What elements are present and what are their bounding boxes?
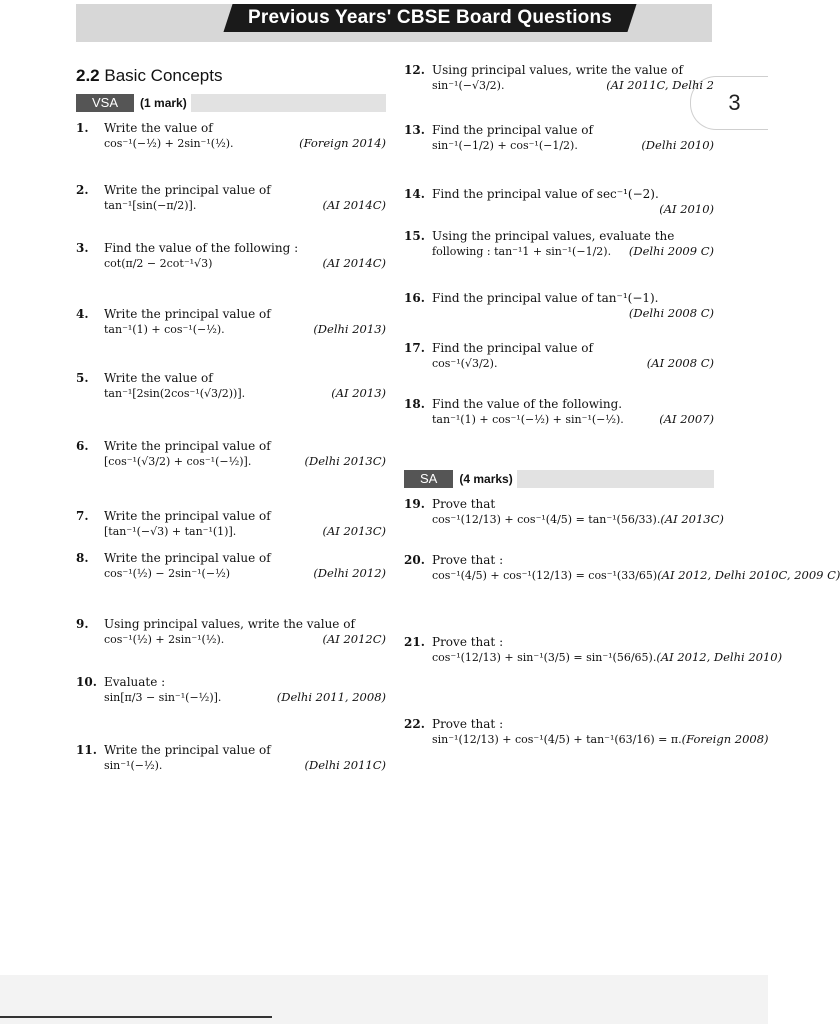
question-text: Find the principal value of sec⁻¹(−2).: [432, 187, 659, 201]
question-number: 9.: [76, 617, 89, 631]
question-text: Write the value of: [104, 371, 213, 385]
vsa-badge: VSA: [76, 94, 134, 112]
right-column: [404, 58, 840, 788]
question-expression-line: [432, 202, 714, 218]
question-expression-line: [432, 306, 714, 322]
question-expression: [tan⁻¹(−√3) + tan⁻¹(1)].: [104, 524, 237, 538]
question-source: (AI 2014C): [322, 256, 386, 271]
question-body: [432, 634, 783, 666]
question-body: [432, 396, 714, 428]
question-source: (AI 2013C): [322, 524, 386, 539]
question-number: 16.: [404, 291, 425, 305]
sa-banner: [404, 470, 714, 488]
question-source: (Delhi 2012): [313, 566, 386, 581]
question-item: [76, 508, 386, 550]
question-text: Write the principal value of: [104, 307, 271, 321]
question-item: [76, 616, 386, 674]
question-expression: tan⁻¹(1) + cos⁻¹(−½).: [104, 322, 225, 336]
question-expression-line: [432, 512, 724, 528]
question-list-left: [76, 120, 386, 802]
question-number: 15.: [404, 229, 425, 243]
question-number: 5.: [76, 371, 89, 385]
question-expression: cos⁻¹(√3/2).: [432, 356, 498, 370]
question-item: [404, 552, 840, 634]
question-body: [432, 228, 714, 260]
left-column: [76, 58, 386, 802]
question-list-right: [404, 62, 714, 460]
header-band: [76, 4, 712, 42]
question-body: [432, 290, 714, 322]
question-expression: sin⁻¹(12/13) + cos⁻¹(4/5) + tan⁻¹(63/16) = π.: [432, 732, 682, 746]
question-body: [104, 438, 386, 470]
question-text: Prove that: [432, 497, 496, 511]
question-expression-line: [432, 356, 714, 372]
section-number: 2.2: [76, 66, 100, 85]
bottom-rule: [0, 1016, 272, 1018]
question-item: [76, 550, 386, 616]
question-expression: cos⁻¹(4/5) + cos⁻¹(12/13) = cos⁻¹(33/65): [432, 568, 658, 582]
question-number: 11.: [76, 743, 97, 757]
question-body: [104, 674, 386, 706]
question-item: [404, 186, 714, 228]
section-title: [76, 66, 386, 86]
question-text: Write the principal value of: [104, 439, 271, 453]
question-expression: tan⁻¹[2sin(2cos⁻¹(√3/2))].: [104, 386, 246, 400]
question-item: [404, 496, 724, 552]
question-source: (AI 2014C): [322, 198, 386, 213]
question-expression: cos⁻¹(½) − 2sin⁻¹(−½): [104, 566, 231, 580]
question-text: Write the principal value of: [104, 183, 271, 197]
question-expression-line: [104, 566, 386, 582]
question-expression-line: [104, 454, 386, 470]
question-expression: following : tan⁻¹1 + sin⁻¹(−1/2).: [432, 244, 612, 258]
question-text: Find the principal value of tan⁻¹(−1).: [432, 291, 659, 305]
question-text: Using principal values, write the value of: [432, 63, 683, 77]
question-item: [404, 290, 714, 340]
question-body: [432, 552, 840, 584]
question-expression: cos⁻¹(½) + 2sin⁻¹(½).: [104, 632, 225, 646]
question-item: [404, 716, 769, 788]
question-number: 14.: [404, 187, 425, 201]
question-body: [104, 550, 386, 582]
question-expression-line: [432, 244, 714, 260]
question-text: Write the principal value of: [104, 509, 271, 523]
question-body: [432, 186, 714, 218]
question-expression-line: [432, 78, 714, 94]
question-item: [404, 228, 714, 290]
question-expression: cos⁻¹(−½) + 2sin⁻¹(½).: [104, 136, 234, 150]
question-expression: cot(π/2 − 2cot⁻¹√3): [104, 256, 213, 270]
question-source: (Delhi 2010): [641, 138, 714, 153]
question-expression-line: [432, 138, 714, 154]
question-source: (AI 2007): [659, 412, 714, 427]
question-number: 2.: [76, 183, 89, 197]
question-text: Prove that :: [432, 635, 504, 649]
question-number: 21.: [404, 635, 425, 649]
question-expression-line: [432, 412, 714, 428]
vsa-marks: (1 mark): [140, 96, 187, 110]
question-expression: sin⁻¹(−½).: [104, 758, 163, 772]
question-expression: cos⁻¹(12/13) + cos⁻¹(4/5) = tan⁻¹(56/33).: [432, 512, 661, 526]
question-expression: cos⁻¹(12/13) + sin⁻¹(3/5) = sin⁻¹(56/65).: [432, 650, 657, 664]
question-number: 13.: [404, 123, 425, 137]
question-text: Find the principal value of: [432, 341, 593, 355]
question-body: [104, 508, 386, 540]
sa-badge: SA: [404, 470, 453, 488]
question-text: Prove that :: [432, 717, 504, 731]
question-expression-line: [104, 632, 386, 648]
question-text: Write the value of: [104, 121, 213, 135]
question-expression-line: [432, 568, 840, 584]
question-source: (AI 2008 C): [646, 356, 714, 371]
question-source: (Foreign 2008): [681, 732, 769, 747]
question-body: [432, 122, 714, 154]
question-item: [76, 742, 386, 802]
question-body: [432, 62, 714, 94]
question-number: 17.: [404, 341, 425, 355]
question-expression: tan⁻¹(1) + cos⁻¹(−½) + sin⁻¹(−½).: [432, 412, 624, 426]
question-source: (Delhi 2009 C): [628, 244, 714, 259]
question-body: [104, 120, 386, 152]
question-body: [432, 716, 769, 748]
question-number: 19.: [404, 497, 425, 511]
question-number: 18.: [404, 397, 425, 411]
question-expression-line: [104, 322, 386, 338]
question-number: 4.: [76, 307, 89, 321]
question-list-sa: [404, 496, 840, 788]
question-number: 10.: [76, 675, 97, 689]
question-text: Using the principal values, evaluate the: [432, 229, 675, 243]
question-expression: tan⁻¹[sin(−π/2)].: [104, 198, 197, 212]
question-body: [104, 182, 386, 214]
question-item: [404, 340, 714, 396]
question-text: Using principal values, write the value of: [104, 617, 355, 631]
question-source: (Delhi 2013): [313, 322, 386, 337]
question-item: [76, 306, 386, 370]
question-item: [76, 240, 386, 306]
question-source: (AI 2010): [659, 202, 714, 217]
question-number: 12.: [404, 63, 425, 77]
question-source: (Delhi 2008 C): [628, 306, 714, 321]
question-item: [404, 62, 714, 122]
question-expression-line: [104, 256, 386, 272]
question-text: Write the principal value of: [104, 551, 271, 565]
question-text: Write the principal value of: [104, 743, 271, 757]
question-body: [104, 306, 386, 338]
question-expression-line: [104, 690, 386, 706]
question-item: [404, 396, 714, 460]
question-expression-line: [104, 524, 386, 540]
question-number: 22.: [404, 717, 425, 731]
question-number: 7.: [76, 509, 89, 523]
question-expression-line: [432, 732, 769, 748]
question-source: (AI 2011C, Delhi 2: [606, 78, 714, 93]
question-expression-line: [104, 198, 386, 214]
question-item: [76, 674, 386, 742]
question-number: 6.: [76, 439, 89, 453]
question-expression-line: [104, 136, 386, 152]
question-expression-line: [104, 386, 386, 402]
question-text: Evaluate :: [104, 675, 166, 689]
page-number: 3: [728, 90, 741, 115]
vsa-bar: [191, 94, 386, 112]
question-body: [104, 742, 386, 774]
question-expression: sin⁻¹(−1/2) + cos⁻¹(−1/2).: [432, 138, 578, 152]
question-item: [76, 182, 386, 240]
vsa-banner: [76, 94, 386, 112]
question-source: (AI 2012, Delhi 2010C, 2009 C): [657, 568, 840, 583]
header-title: Previous Years' CBSE Board Questions: [248, 7, 613, 28]
question-source: (Delhi 2011C): [304, 758, 386, 773]
question-source: (Delhi 2013C): [304, 454, 386, 469]
question-text: Find the value of the following :: [104, 241, 299, 255]
question-text: Prove that :: [432, 553, 504, 567]
question-item: [76, 370, 386, 438]
question-expression-line: [104, 758, 386, 774]
question-item: [404, 122, 714, 186]
question-text: Find the value of the following.: [432, 397, 623, 411]
question-body: [432, 496, 724, 528]
question-item: [76, 438, 386, 508]
question-body: [104, 370, 386, 402]
question-expression-line: [432, 650, 783, 666]
question-source: (AI 2012, Delhi 2010): [656, 650, 783, 665]
question-body: [104, 240, 386, 272]
question-item: [76, 120, 386, 182]
question-number: 3.: [76, 241, 89, 255]
sa-marks: (4 marks): [459, 472, 513, 486]
section-name: Basic Concepts: [104, 66, 223, 85]
question-source: (Delhi 2011, 2008): [276, 690, 386, 705]
question-source: (AI 2013C): [660, 512, 724, 527]
question-body: [432, 340, 714, 372]
header-title-box: [223, 4, 636, 32]
question-expression: [cos⁻¹(√3/2) + cos⁻¹(−½)].: [104, 454, 252, 468]
question-source: (AI 2013): [331, 386, 386, 401]
question-expression: sin[π/3 − sin⁻¹(−½)].: [104, 690, 222, 704]
question-expression: sin⁻¹(−√3/2).: [432, 78, 505, 92]
question-body: [104, 616, 386, 648]
question-text: Find the principal value of: [432, 123, 593, 137]
question-number: 8.: [76, 551, 89, 565]
question-source: (AI 2012C): [322, 632, 386, 647]
question-number: 1.: [76, 121, 89, 135]
question-number: 20.: [404, 553, 425, 567]
question-item: [404, 634, 783, 716]
question-source: (Foreign 2014): [299, 136, 386, 151]
sa-bar: [517, 470, 714, 488]
